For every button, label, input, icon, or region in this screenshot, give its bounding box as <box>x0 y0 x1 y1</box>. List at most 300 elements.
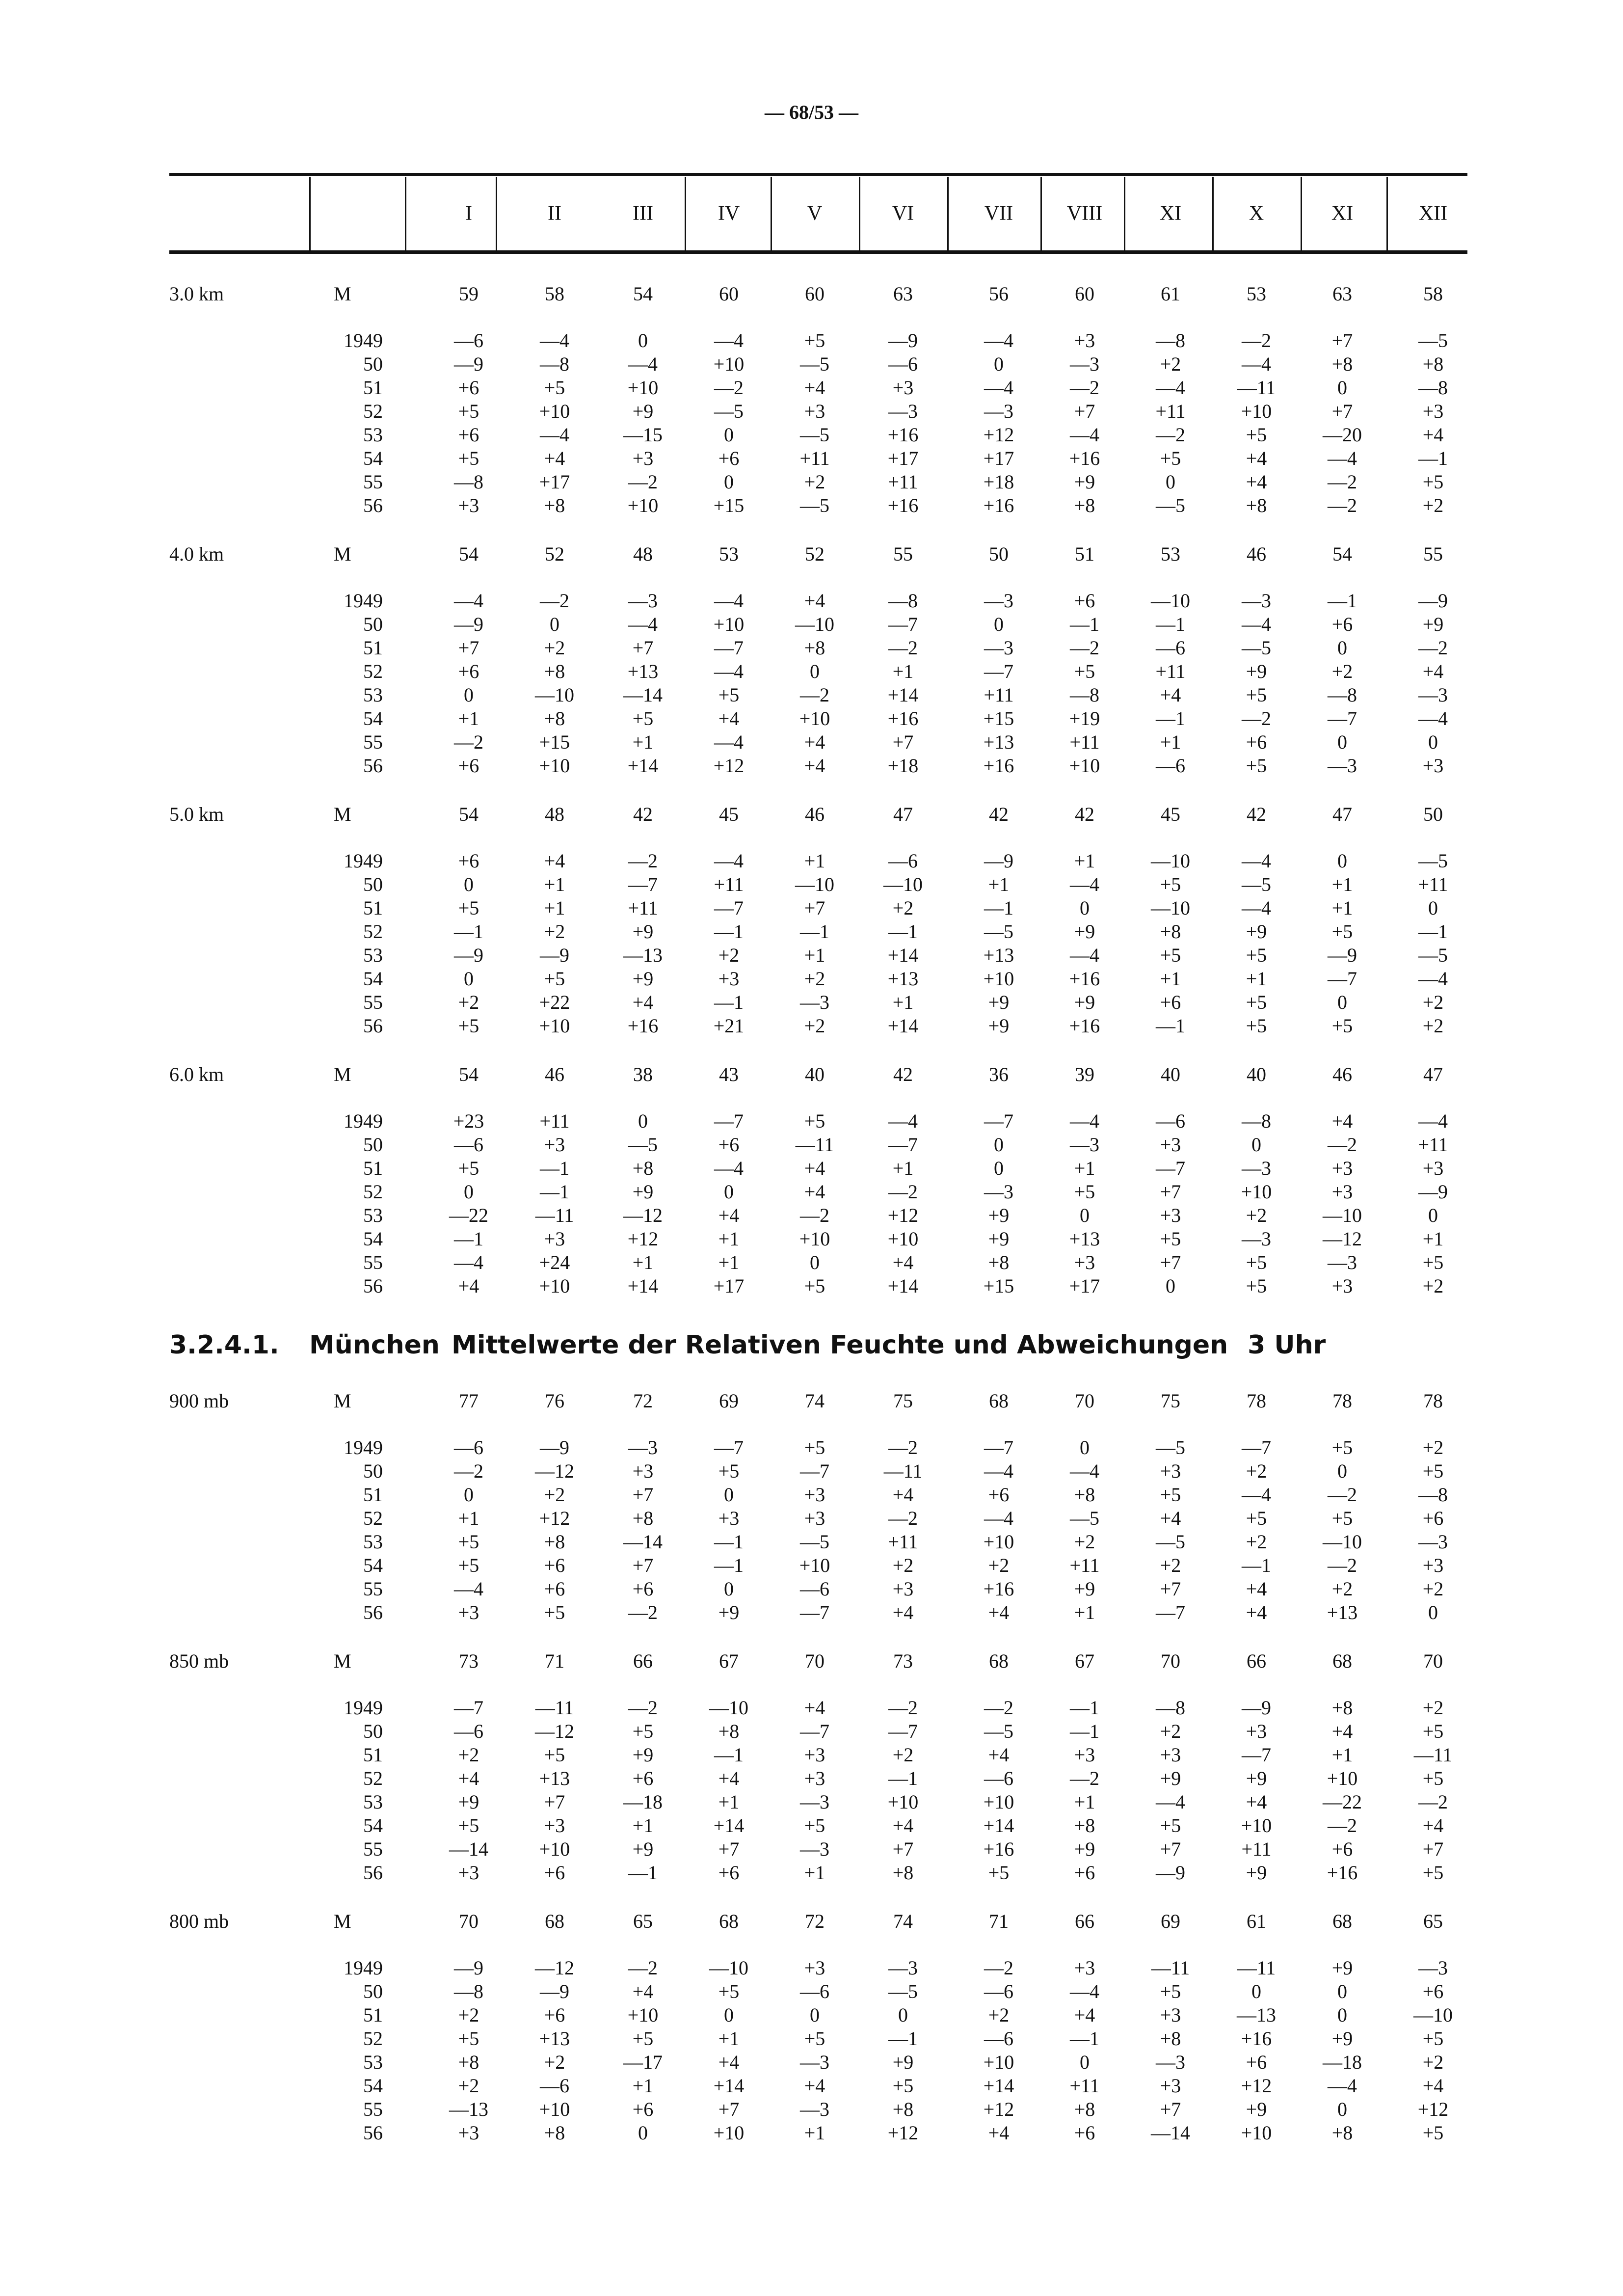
table-cell: +8 <box>892 1862 914 1884</box>
table-cell: —2 <box>1070 637 1099 659</box>
table-cell: +5 <box>1422 471 1444 493</box>
table-cell: +14 <box>887 684 919 706</box>
table-cell: —3 <box>1328 1251 1357 1273</box>
table-cell: 74 <box>805 1390 825 1412</box>
table-cell: —9 <box>1328 944 1357 966</box>
table-cell: +11 <box>1241 1838 1272 1860</box>
table-cell: +16 <box>983 1838 1014 1860</box>
table-cell: —3 <box>800 2051 829 2073</box>
table-cell: +5 <box>804 1275 825 1297</box>
table-cell: —7 <box>1242 1744 1271 1766</box>
year-label: 51 <box>363 1744 383 1766</box>
table-cell: 68 <box>1332 1650 1352 1672</box>
table-cell: +1 <box>544 897 565 919</box>
table-cell: +2 <box>804 471 825 493</box>
level-label: 800 mb <box>169 1910 229 1932</box>
table-cell: —4 <box>1242 897 1271 919</box>
mean-row <box>0 542 1623 566</box>
table-cell: +4 <box>804 1157 825 1179</box>
table-cell: 0 <box>1337 850 1347 872</box>
table-cell: —1 <box>1070 1720 1099 1742</box>
table-cell: —1 <box>540 1181 569 1203</box>
mean-label: M <box>334 1063 351 1085</box>
level-label: 850 mb <box>169 1650 229 1672</box>
table-cell: +5 <box>1331 1436 1353 1459</box>
table-cell: —7 <box>1156 1157 1185 1179</box>
year-row <box>0 1814 1623 1837</box>
table-cell: +2 <box>544 2051 565 2073</box>
table-cell: —3 <box>1070 353 1099 375</box>
table-cell: —5 <box>1070 1507 1099 1529</box>
year-label: 54 <box>363 968 383 990</box>
table-cell: —1 <box>1242 1554 1271 1576</box>
table-cell: —7 <box>800 1720 829 1742</box>
table-cell: 47 <box>893 803 913 825</box>
table-cell: +7 <box>804 897 825 919</box>
table-cell: —4 <box>714 731 744 753</box>
year-row <box>0 1483 1623 1507</box>
table-cell: —3 <box>1418 1957 1448 1979</box>
table-cell: —10 <box>1151 897 1190 919</box>
table-cell: 69 <box>1161 1910 1180 1932</box>
table-cell: +18 <box>983 471 1014 493</box>
year-label: 51 <box>363 2004 383 2026</box>
table-cell: +5 <box>1160 1980 1181 2002</box>
table-cell: +5 <box>458 400 479 422</box>
table-cell: 0 <box>994 1134 1004 1156</box>
year-row <box>0 1767 1623 1790</box>
table-cell: —14 <box>623 684 663 706</box>
table-cell: +6 <box>458 850 479 872</box>
table-cell: +10 <box>713 353 745 375</box>
year-row <box>0 636 1623 660</box>
table-cell: —11 <box>535 1204 574 1226</box>
table-cell: —5 <box>984 920 1013 943</box>
table-cell: 46 <box>805 803 825 825</box>
table-cell: +7 <box>1160 2098 1181 2120</box>
section-heading <box>169 1330 1326 1360</box>
table-cell: +8 <box>544 660 565 682</box>
table-cell: —11 <box>535 1697 574 1719</box>
table-cell: —7 <box>984 1436 1013 1459</box>
month-header-6: VI <box>892 202 914 225</box>
table-cell: +2 <box>892 897 914 919</box>
table-cell: —4 <box>628 353 658 375</box>
table-cell: —2 <box>628 1601 658 1623</box>
year-label: 52 <box>363 1767 383 1789</box>
table-cell: —7 <box>628 873 658 895</box>
table-cell: +16 <box>887 494 919 516</box>
table-cell: +3 <box>1422 1157 1444 1179</box>
table-cell: —11 <box>1151 1957 1190 1979</box>
table-cell: +5 <box>1246 1015 1267 1037</box>
table-cell: +9 <box>1074 991 1095 1013</box>
table-cell: —2 <box>454 1460 483 1482</box>
table-cell: 0 <box>1080 2051 1090 2073</box>
table-cell: +4 <box>988 1744 1010 1766</box>
table-cell: —8 <box>1070 684 1099 706</box>
table-cell: —4 <box>1070 873 1099 895</box>
table-cell: +14 <box>887 1275 919 1297</box>
table-cell: +12 <box>539 1507 570 1529</box>
table-cell: —2 <box>888 637 918 659</box>
year-label: 1949 <box>344 1957 383 1979</box>
table-cell: +18 <box>887 755 919 777</box>
table-cell: +4 <box>544 447 565 469</box>
table-cell: 0 <box>1080 1436 1090 1459</box>
table-cell: 0 <box>638 2122 648 2144</box>
table-cell: 0 <box>1337 637 1347 659</box>
table-cell: —3 <box>1418 684 1448 706</box>
table-cell: +5 <box>458 1814 479 1837</box>
table-cell: +2 <box>1422 1697 1444 1719</box>
table-cell: +10 <box>983 2051 1014 2073</box>
table-cell: +14 <box>887 1015 919 1037</box>
table-cell: —10 <box>1413 2004 1453 2026</box>
table-cell: +3 <box>1246 1720 1267 1742</box>
table-cell: —3 <box>1328 755 1357 777</box>
table-cell: —2 <box>1070 377 1099 399</box>
table-cell: +11 <box>984 684 1014 706</box>
table-cell: —6 <box>1156 637 1185 659</box>
table-cell: +5 <box>1246 684 1267 706</box>
table-cell: +2 <box>458 1744 479 1766</box>
table-cell: +11 <box>1155 660 1186 682</box>
table-cell: +7 <box>892 1838 914 1860</box>
table-cell: —9 <box>454 944 483 966</box>
mean-row <box>0 1910 1623 1933</box>
table-cell: —2 <box>1328 471 1357 493</box>
table-cell: —6 <box>454 329 483 351</box>
table-cell: +8 <box>1074 1484 1095 1506</box>
year-row <box>0 1530 1623 1554</box>
table-cell: +10 <box>627 494 659 516</box>
table-cell: +7 <box>718 2098 740 2120</box>
year-label: 54 <box>363 1228 383 1250</box>
table-cell: +9 <box>1074 1838 1095 1860</box>
table-cell: +5 <box>1246 424 1267 446</box>
table-cell: +3 <box>1331 1157 1353 1179</box>
table-cell: —3 <box>984 637 1013 659</box>
table-cell: +5 <box>458 1554 479 1576</box>
table-cell: +9 <box>1160 1767 1181 1789</box>
table-cell: +4 <box>1246 471 1267 493</box>
table-cell: —9 <box>540 1436 569 1459</box>
year-label: 53 <box>363 1791 383 1813</box>
year-label: 50 <box>363 873 383 895</box>
mean-label: M <box>334 803 351 825</box>
year-label: 52 <box>363 1507 383 1529</box>
table-cell: +5 <box>1422 1251 1444 1273</box>
table-cell: —3 <box>628 1436 658 1459</box>
header-divider <box>947 177 949 250</box>
table-cell: +2 <box>1331 660 1353 682</box>
table-cell: —1 <box>984 897 1013 919</box>
table-cell: —7 <box>714 1110 744 1132</box>
table-cell: +5 <box>718 684 740 706</box>
table-cell: +4 <box>1160 684 1181 706</box>
year-label: 56 <box>363 1601 383 1623</box>
table-cell: +3 <box>1422 755 1444 777</box>
year-label: 55 <box>363 991 383 1013</box>
table-cell: +5 <box>1422 1720 1444 1742</box>
table-cell: 72 <box>633 1390 653 1412</box>
month-header-9: XI <box>1159 202 1182 225</box>
table-cell: —2 <box>1328 1134 1357 1156</box>
table-cell: +6 <box>632 1767 654 1789</box>
table-cell: +10 <box>887 1228 919 1250</box>
table-cell: —5 <box>984 1720 1013 1742</box>
table-cell: —11 <box>1237 377 1276 399</box>
table-cell: 60 <box>719 283 739 305</box>
table-cell: —8 <box>540 353 569 375</box>
table-cell: +3 <box>804 1484 825 1506</box>
table-cell: —2 <box>984 1957 1013 1979</box>
table-cell: —3 <box>888 1957 918 1979</box>
table-cell: 0 <box>724 1484 734 1506</box>
table-cell: +8 <box>1331 2122 1353 2144</box>
table-cell: —18 <box>1323 2051 1362 2073</box>
table-cell: —3 <box>800 1838 829 1860</box>
table-cell: 47 <box>1332 803 1352 825</box>
year-label: 56 <box>363 2122 383 2144</box>
table-cell: +5 <box>1160 944 1181 966</box>
table-cell: 0 <box>1337 1460 1347 1482</box>
year-row <box>0 376 1623 400</box>
year-row <box>0 991 1623 1014</box>
table-cell: —2 <box>454 731 483 753</box>
table-cell: +5 <box>804 1814 825 1837</box>
table-cell: +5 <box>1422 1862 1444 1884</box>
table-cell: —10 <box>1151 590 1190 612</box>
table-cell: +1 <box>458 707 479 729</box>
table-cell: 52 <box>545 543 564 565</box>
table-cell: +8 <box>544 707 565 729</box>
table-cell: +8 <box>1160 920 1181 943</box>
table-cell: +9 <box>1074 920 1095 943</box>
table-cell: +3 <box>1074 329 1095 351</box>
table-cell: 0 <box>464 873 474 895</box>
table-cell: +5 <box>1074 660 1095 682</box>
mean-label: M <box>334 283 351 305</box>
table-cell: +13 <box>983 944 1014 966</box>
table-cell: 68 <box>989 1390 1009 1412</box>
table-cell: +5 <box>1160 1484 1181 1506</box>
year-row <box>0 1251 1623 1274</box>
table-cell: 0 <box>1428 897 1438 919</box>
table-cell: —11 <box>1237 1957 1276 1979</box>
table-cell: —10 <box>1151 850 1190 872</box>
table-cell: 0 <box>1337 991 1347 1013</box>
year-row <box>0 1436 1623 1459</box>
table-cell: +2 <box>1246 1460 1267 1482</box>
table-cell: +3 <box>718 1507 740 1529</box>
table-cell: —3 <box>888 400 918 422</box>
table-cell: +11 <box>1155 400 1186 422</box>
header-divider <box>405 177 406 250</box>
month-header-2: II <box>548 202 561 225</box>
table-cell: +3 <box>632 1460 654 1482</box>
table-cell: 63 <box>1332 283 1352 305</box>
mean-label: M <box>334 1910 351 1932</box>
table-cell: +4 <box>718 1204 740 1226</box>
table-cell: —4 <box>1242 613 1271 635</box>
month-header-1: I <box>465 202 472 225</box>
table-cell: —1 <box>714 991 744 1013</box>
table-cell: +4 <box>892 1814 914 1837</box>
table-cell: 58 <box>545 283 564 305</box>
table-cell: +2 <box>458 2004 479 2026</box>
table-cell: +14 <box>983 1814 1014 1837</box>
table-cell: —1 <box>540 1157 569 1179</box>
table-cell: —8 <box>1242 1110 1271 1132</box>
table-cell: +5 <box>458 1157 479 1179</box>
table-cell: +7 <box>544 1791 565 1813</box>
table-cell: 0 <box>724 424 734 446</box>
table-cell: +8 <box>1074 494 1095 516</box>
table-cell: +3 <box>458 2122 479 2144</box>
table-cell: +2 <box>1074 1531 1095 1553</box>
year-row <box>0 1274 1623 1298</box>
year-label: 50 <box>363 613 383 635</box>
table-cell: —2 <box>1328 1484 1357 1506</box>
table-cell: +9 <box>1074 1578 1095 1600</box>
table-cell: +9 <box>1246 1862 1267 1884</box>
table-cell: —8 <box>1328 684 1357 706</box>
table-cell: +12 <box>983 2098 1014 2120</box>
table-cell: +5 <box>1422 1767 1444 1789</box>
year-row <box>0 1577 1623 1601</box>
table-cell: +16 <box>983 1578 1014 1600</box>
table-cell: 52 <box>805 543 825 565</box>
table-cell: +6 <box>988 1484 1010 1506</box>
table-cell: —5 <box>1418 850 1448 872</box>
table-cell: +10 <box>539 2098 570 2120</box>
table-cell: +3 <box>804 400 825 422</box>
table-cell: —4 <box>1070 1980 1099 2002</box>
table-cell: 47 <box>1423 1063 1443 1085</box>
table-cell: +11 <box>1418 873 1448 895</box>
table-cell: —1 <box>714 1531 744 1553</box>
table-cell: —1 <box>714 920 744 943</box>
year-row <box>0 1554 1623 1577</box>
table-cell: —10 <box>535 684 574 706</box>
table-cell: 75 <box>1161 1390 1180 1412</box>
table-cell: +8 <box>1422 353 1444 375</box>
month-header-10: X <box>1249 202 1264 225</box>
table-cell: +3 <box>1160 1134 1181 1156</box>
table-cell: —13 <box>449 2098 488 2120</box>
table-cell: +6 <box>458 377 479 399</box>
table-cell: +10 <box>1069 755 1100 777</box>
table-cell: —14 <box>1151 2122 1190 2144</box>
year-label: 55 <box>363 2098 383 2120</box>
table-cell: +10 <box>799 707 830 729</box>
year-label: 56 <box>363 494 383 516</box>
table-cell: +5 <box>1246 991 1267 1013</box>
table-cell: 54 <box>633 283 653 305</box>
table-cell: +8 <box>544 1531 565 1553</box>
table-cell: —6 <box>1156 1110 1185 1132</box>
table-cell: —2 <box>1242 329 1271 351</box>
year-row <box>0 400 1623 423</box>
table-cell: —2 <box>1328 494 1357 516</box>
table-cell: 0 <box>1080 897 1090 919</box>
table-cell: +5 <box>1074 1181 1095 1203</box>
table-cell: 0 <box>1428 731 1438 753</box>
table-cell: +11 <box>1069 731 1100 753</box>
table-cell: +1 <box>1074 1791 1095 1813</box>
table-cell: +1 <box>718 1251 740 1273</box>
table-cell: +6 <box>544 1862 565 1884</box>
year-label: 52 <box>363 920 383 943</box>
table-cell: —1 <box>888 920 918 943</box>
table-cell: —2 <box>888 1181 918 1203</box>
table-cell: —3 <box>1418 1531 1448 1553</box>
table-cell: +1 <box>804 2122 825 2144</box>
table-cell: —5 <box>1418 329 1448 351</box>
table-cell: +4 <box>892 1484 914 1506</box>
table-cell: —3 <box>1242 1157 1271 1179</box>
table-cell: —1 <box>1328 590 1357 612</box>
table-cell: —4 <box>540 329 569 351</box>
table-cell: +10 <box>539 400 570 422</box>
table-cell: —2 <box>540 590 569 612</box>
year-label: 50 <box>363 1720 383 1742</box>
table-cell: +3 <box>892 377 914 399</box>
table-cell: —5 <box>1242 873 1271 895</box>
table-cell: +12 <box>627 1228 659 1250</box>
table-cell: +11 <box>888 471 918 493</box>
table-cell: 0 <box>464 1181 474 1203</box>
table-cell: 0 <box>724 1181 734 1203</box>
table-cell: +6 <box>1074 590 1095 612</box>
table-cell: —1 <box>714 1744 744 1766</box>
table-cell: —7 <box>714 897 744 919</box>
header-divider <box>771 177 772 250</box>
table-cell: —3 <box>1070 1134 1099 1156</box>
table-cell: +3 <box>804 1744 825 1766</box>
year-row <box>0 1014 1623 1038</box>
table-cell: 70 <box>1075 1390 1094 1412</box>
table-cell: —4 <box>984 1460 1013 1482</box>
table-cell: —9 <box>1242 1697 1271 1719</box>
table-cell: 54 <box>1332 543 1352 565</box>
table-cell: +4 <box>804 377 825 399</box>
table-cell: 68 <box>545 1910 564 1932</box>
table-cell: +1 <box>804 944 825 966</box>
table-cell: +1 <box>544 873 565 895</box>
table-cell: —5 <box>1156 1531 1185 1553</box>
table-cell: 46 <box>1332 1063 1352 1085</box>
table-cell: +1 <box>1074 1157 1095 1179</box>
table-cell: +5 <box>804 1436 825 1459</box>
table-cell: —1 <box>1070 1697 1099 1719</box>
table-cell: —22 <box>449 1204 488 1226</box>
year-row <box>0 730 1623 754</box>
table-cell: +2 <box>804 968 825 990</box>
month-header-11: XI <box>1331 202 1354 225</box>
table-cell: 42 <box>989 803 1009 825</box>
table-cell: —3 <box>800 2098 829 2120</box>
table-cell: 0 <box>898 2004 908 2026</box>
table-cell: —6 <box>454 1436 483 1459</box>
table-cell: +3 <box>1160 1460 1181 1482</box>
year-label: 55 <box>363 1578 383 1600</box>
table-cell: +1 <box>718 1791 740 1813</box>
table-cell: +13 <box>983 731 1014 753</box>
table-cell: —1 <box>1418 920 1448 943</box>
